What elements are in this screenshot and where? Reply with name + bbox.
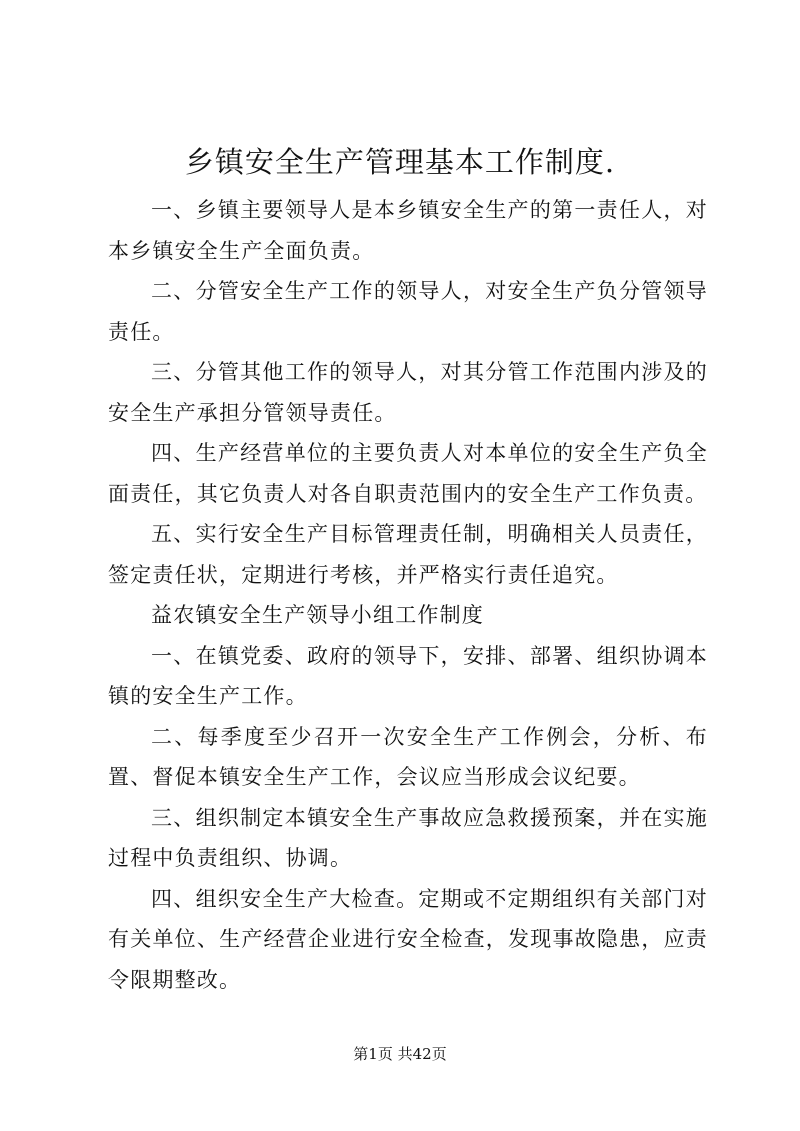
paragraph-8: 三、组织制定本镇安全生产事故应急救援预案，并在实施过程中负责组织、协调。	[108, 805, 708, 870]
page-number-footer: 第1页 共42页	[353, 1045, 447, 1063]
paragraph-9: 四、组织安全生产大检查。定期或不定期组织有关部门对有关单位、生产经营企业进行安全检查，发现事故隐患，应责令限期整改。	[108, 886, 708, 992]
paragraph-7: 二、每季度至少召开一次安全生产工作例会，分析、布置、督促本镇安全生产工作，会议应当形成会议纪要。	[108, 724, 708, 789]
paragraph-5: 五、实行安全生产目标管理责任制，明确相关人员责任，签定责任状，定期进行考核，并严格实行责任追究。	[108, 522, 708, 587]
section-heading: 益农镇安全生产领导小组工作制度	[151, 603, 484, 627]
paragraph-1: 一、乡镇主要领导人是本乡镇安全生产的第一责任人，对本乡镇安全生产全面负责。	[108, 198, 708, 263]
document-body	[108, 190, 708, 1000]
document-title: 乡镇安全生产管理基本工作制度.	[184, 145, 616, 179]
paragraph-2: 二、分管安全生产工作的领导人，对安全生产负分管领导责任。	[108, 279, 708, 344]
paragraph-6: 一、在镇党委、政府的领导下，安排、部署、组织协调本镇的安全生产工作。	[108, 643, 708, 708]
paragraph-3: 三、分管其他工作的领导人，对其分管工作范围内涉及的安全生产承担分管领导责任。	[108, 360, 708, 425]
paragraph-4: 四、生产经营单位的主要负责人对本单位的安全生产负全面责任，其它负责人对各自职责范围内的安全生产工作负责。	[108, 441, 708, 506]
